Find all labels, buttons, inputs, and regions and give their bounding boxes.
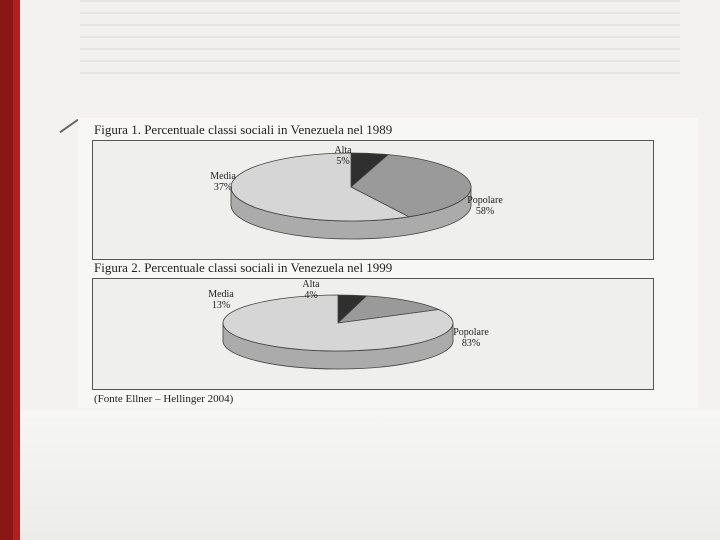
figure-2-frame: [92, 278, 654, 390]
figure-1-title: Figura 1. Percentuale classi sociali in Venezuela nel 1989: [94, 122, 393, 137]
slice-label-alta: Alta 5%: [334, 145, 352, 167]
slice-label-media: Media 13%: [208, 289, 234, 311]
figure-2-title: Figura 2. Percentuale classi sociali in Venezuela nel 1999: [94, 260, 393, 275]
pie-chart-1999: [93, 279, 653, 389]
slice-label-popolare: Popolare 83%: [453, 327, 489, 349]
figure-page: [78, 118, 698, 408]
sidebar-stripe-inner: [13, 0, 20, 540]
bleed-through-text-top: [80, 0, 680, 80]
slice-label-popolare: Popolare 58%: [467, 195, 503, 217]
figure-1-frame: [92, 140, 654, 260]
page-lower-area: [20, 410, 720, 540]
slice-label-media: Media 37%: [210, 171, 236, 193]
figure-source: (Fonte Ellner – Hellinger 2004): [94, 393, 234, 405]
sidebar-stripe: [0, 0, 13, 540]
pie-chart-1989: [93, 141, 653, 259]
slice-label-alta: Alta 4%: [302, 279, 320, 301]
